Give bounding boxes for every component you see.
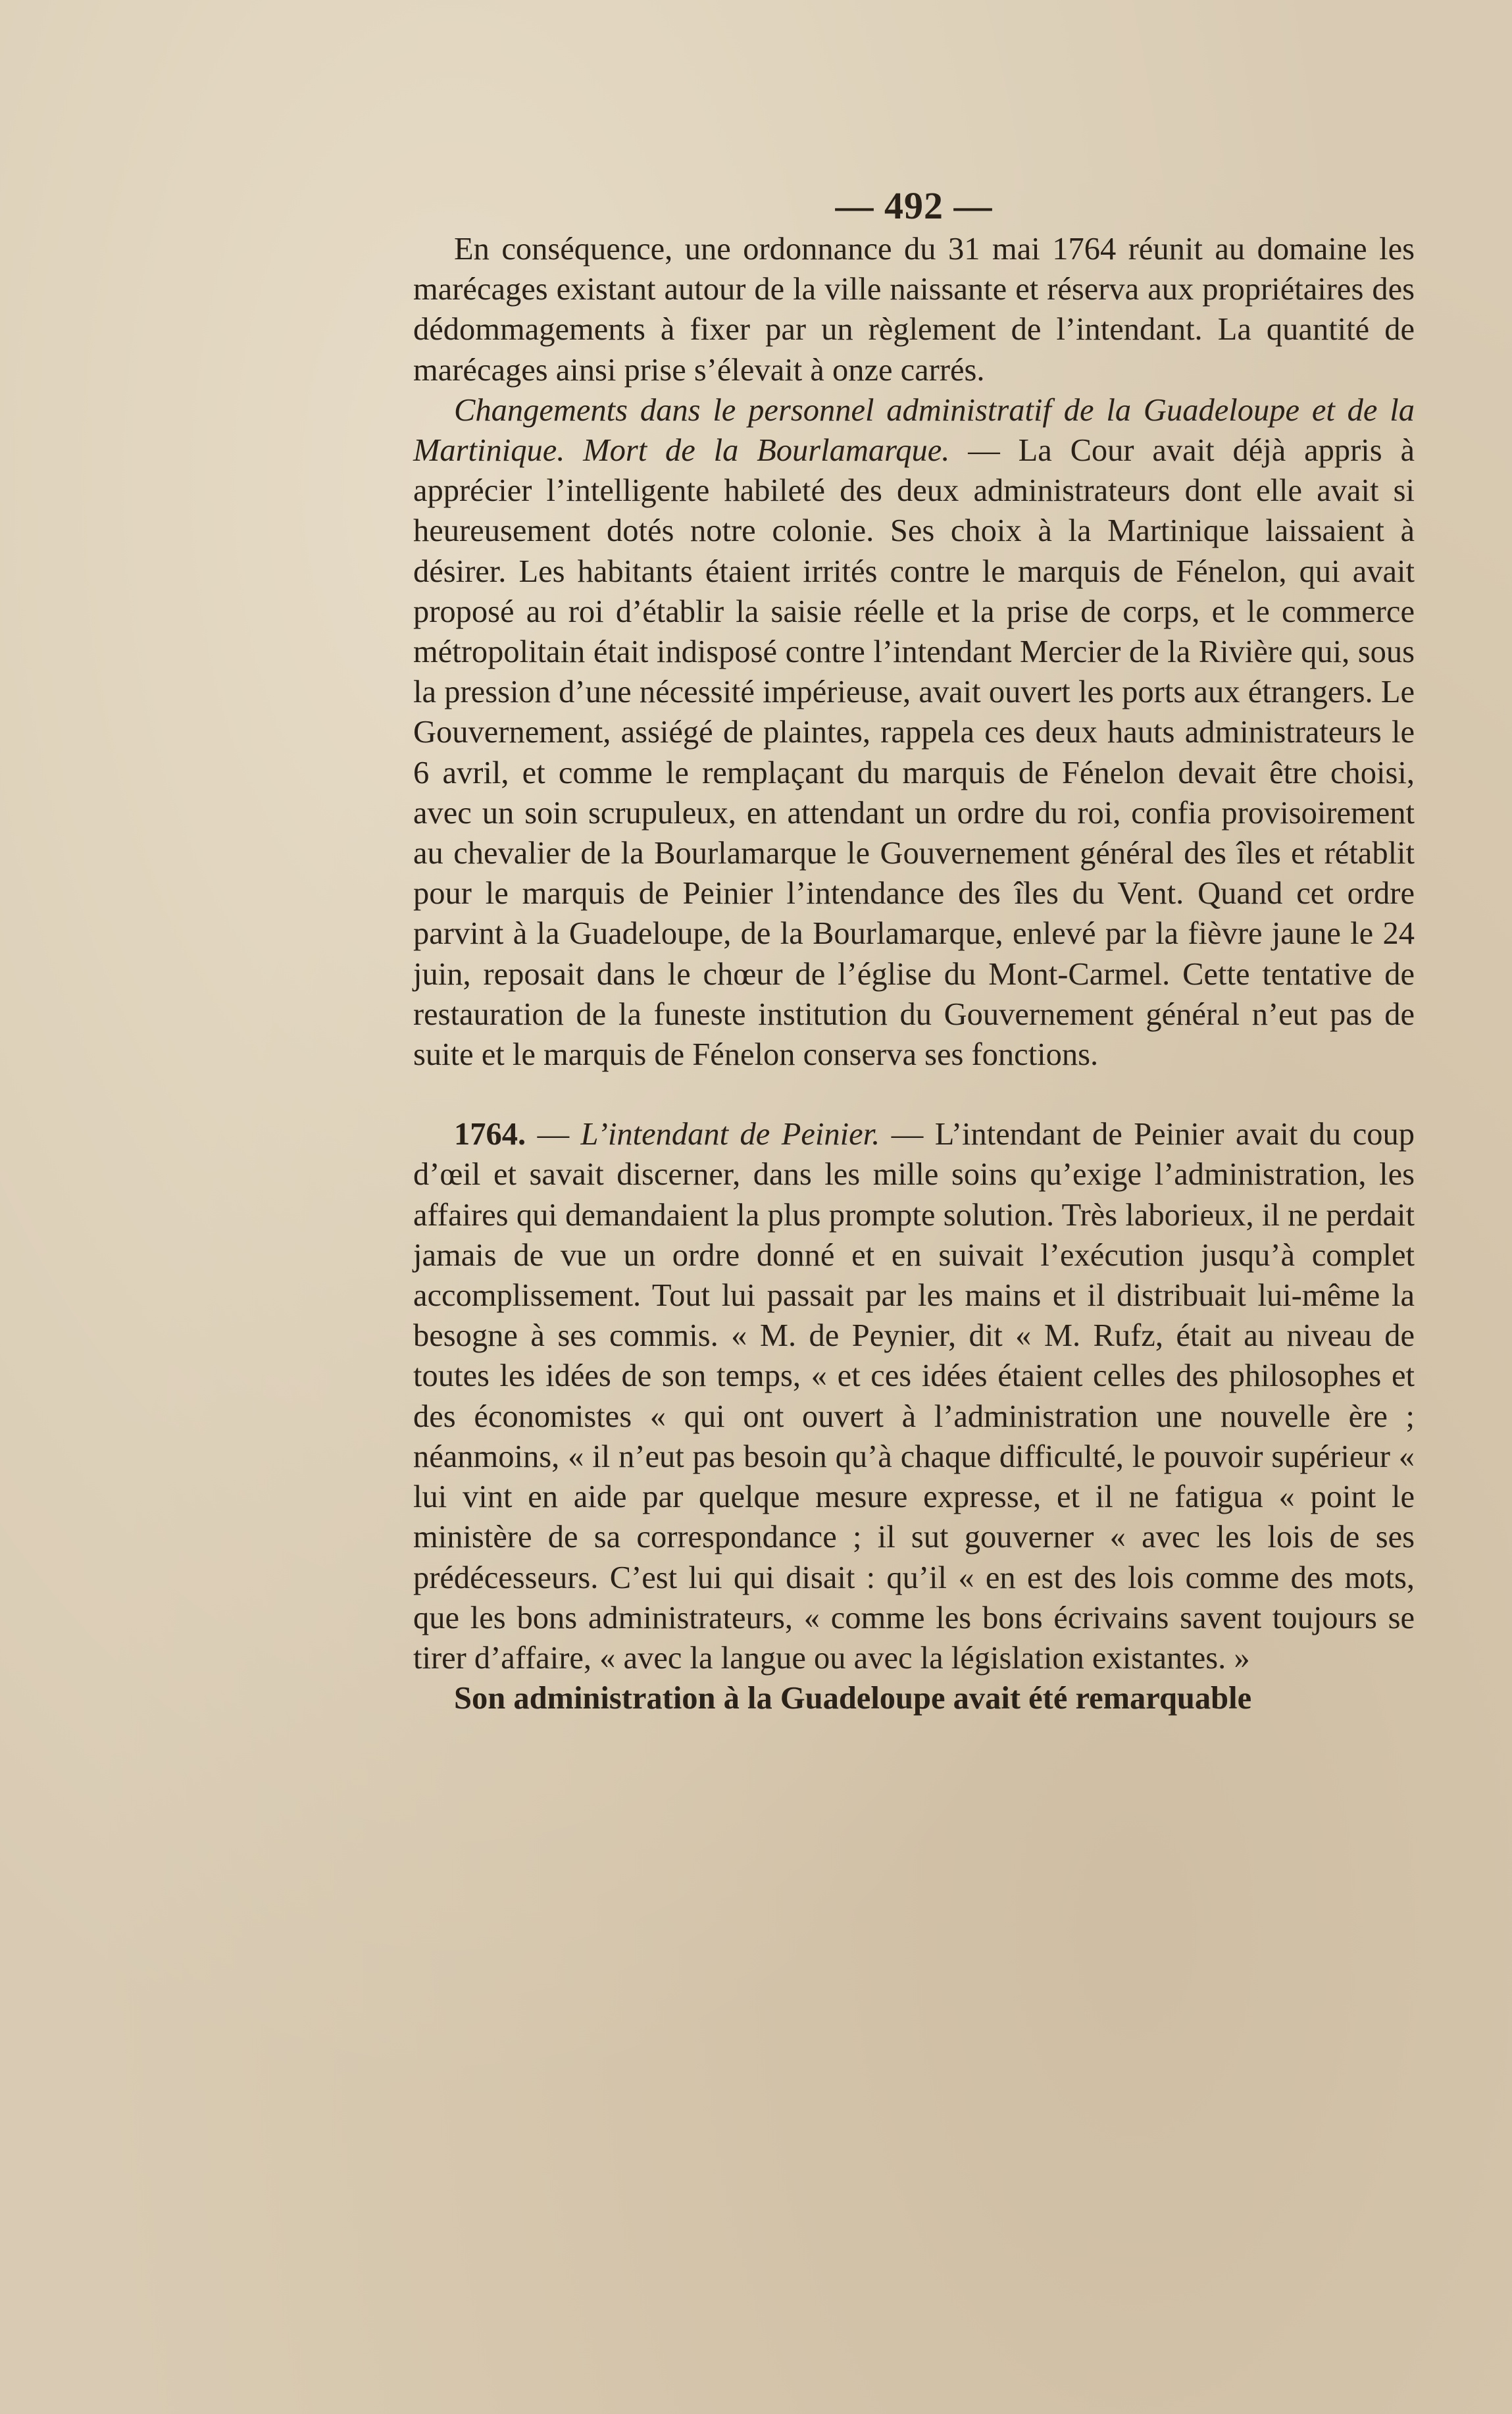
paragraph-last-line: Son administration à la Guadeloupe avait été remarquable xyxy=(454,1681,1252,1716)
page-text xyxy=(413,183,1415,1718)
paragraph-changements xyxy=(413,390,1415,1075)
paragraph-intendant xyxy=(413,1114,1415,1678)
paragraph-intendant-body: — L’intendant de Peinier avait du coup d’œil et savait discerner, dans les mille soins qu’exige l’administration, les affaires qui demandaient la plus prompte solution. Très laborieux, il ne perdait jamais de vue un ordre donné et en suivait l’exécution jusqu’à complet accomplissement. Tout lui passait par les mains et il distribuait lui-même la besogne à ses commis. « M. de Peynier, dit « M. Rufz, était au niveau de toutes les idées de son temps, « et ces idées étaient celles des philosophes et des économistes « qui ont ouvert à l’administration une nouvelle ère ; néanmoins, « il n’eut pas besoin qu’à chaque difficulté, le pouvoir supérieur « lui vint en aide par quelque mesure expresse, et il ne fatigua « point le ministère de sa correspondance ; il sut gouverner « avec les lois de ses prédécesseurs. C’est lui qui disait : qu’il « en est des lois comme des mots, que les bons administrateurs, « comme les bons écrivains savent toujours se tirer d’affaire, « avec la langue ou avec la législation existantes. » xyxy=(413,1117,1415,1676)
section-gap xyxy=(413,1075,1415,1114)
section-heading-intendant: L’intendant de Peinier. xyxy=(580,1117,880,1152)
section-year: 1764. xyxy=(454,1117,526,1152)
section-heading-changements: Changements dans le personnel administratif de la Guadeloupe et de la Martinique. Mort de la Bourlamarque. xyxy=(413,392,1415,469)
section-dash: — xyxy=(526,1117,581,1152)
page-number: — 492 — xyxy=(835,184,993,227)
paragraph-changements-body: — La Cour avait déjà appris à apprécier l’intelligente habileté des deux administrateurs dont elle avait si heureusement dotés notre colonie. Ses choix à la Martinique laissaient à désirer. Les habitants étaient irrités contre le marquis de Fénelon, qui avait proposé au roi d’établir la saisie réelle et la prise de corps, et le commerce métropolitain était indisposé contre l’intendant Mercier de la Rivière qui, sous la pression d’une nécessité impérieuse, avait ouvert les ports aux étrangers. Le Gouvernement, assiégé de plaintes, rappela ces deux hauts administrateurs le 6 avril, et comme le remplaçant du marquis de Fénelon devait être choisi, avec un soin scrupuleux, en attendant un ordre du roi, confia provisoirement au chevalier de la Bourlamarque le Gouvernement général des îles et rétablit pour le marquis de Peinier l’intendance des îles du Vent. Quand cet ordre parvint à la Guadeloupe, de la Bourlamarque, enlevé par la fièvre jaune le 24 juin, reposait dans le chœur de l’église du Mont-Carmel. Cette tentative de restauration de la funeste institution du Gouvernement général n’eut pas de suite et le marquis de Fénelon conserva ses fonctions. xyxy=(413,433,1415,1073)
paragraph-ordonnance: En conséquence, une ordonnance du 31 mai 1764 réunit au domaine les marécages existant autour de la ville naissante et réserva aux propriétaires des dédommagements à fixer par un règlement de l’intendant. La quantité de marécages ainsi prise s’élevait à onze carrés. xyxy=(413,232,1415,388)
